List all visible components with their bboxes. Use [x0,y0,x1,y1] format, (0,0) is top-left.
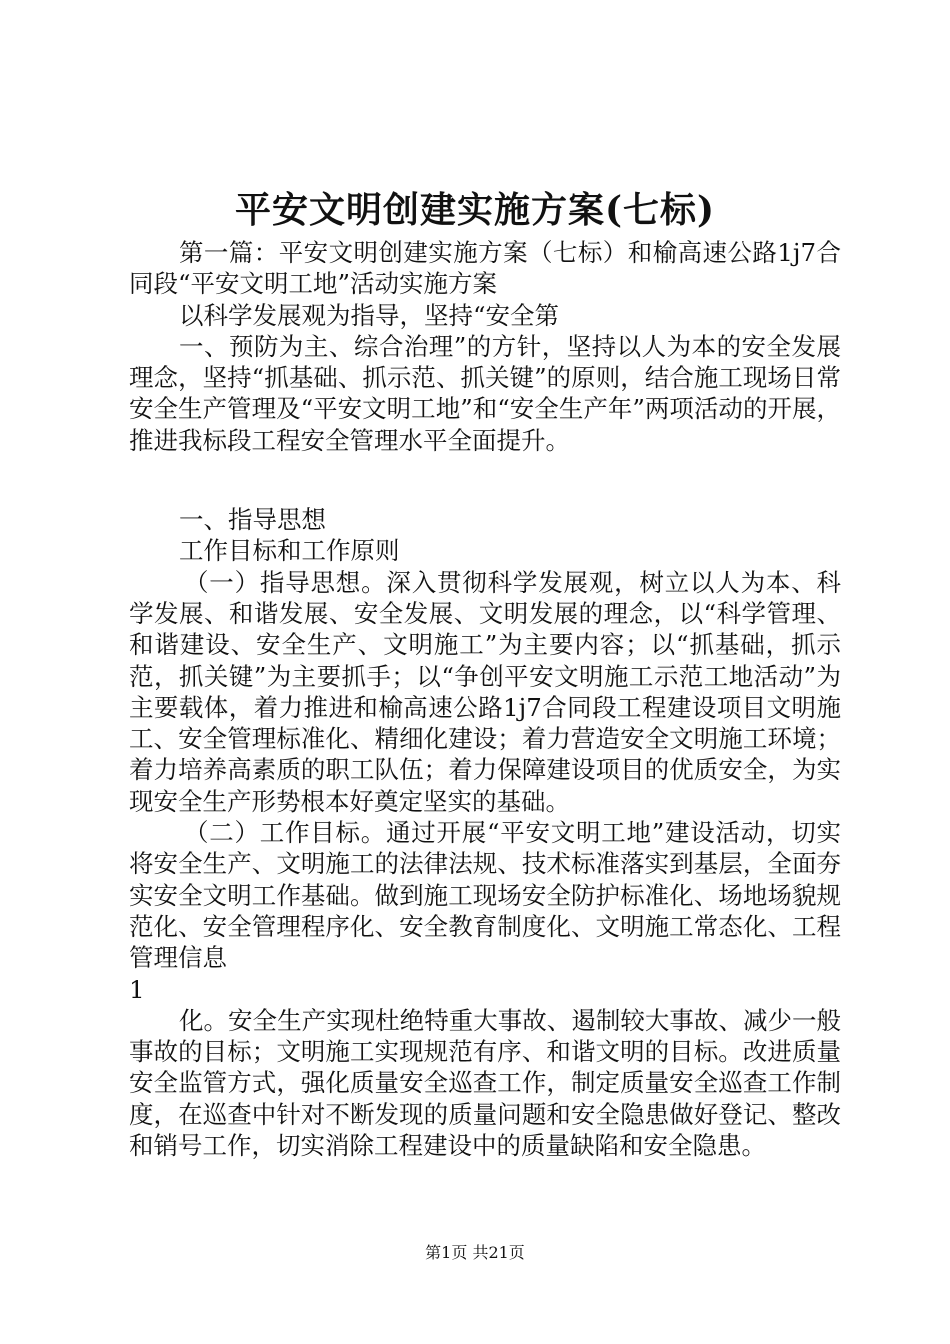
document-body [129,237,841,1161]
paragraph-guiding-thought: （一）指导思想。深入贯彻科学发展观，树立以人为本、科学发展、和谐发展、安全发展、文明发展的理念，以“科学管理、和谐建设、安全生产、文明施工”为主要内容；以“抓基础，抓示范，抓关键”为主要抓手；以“争创平安文明施工示范工地活动”为主要载体，着力推进和榆高速公路1j7合同段工程建设项目文明施工、安全管理标准化、精细化建设；着力营造安全文明施工环境；着力培养高素质的职工队伍；着力保障建设项目的优质安全，为实现安全生产形势根本好奠定坚实的基础。 [129,567,841,816]
section-heading-guiding-thought: 一、指导思想 [179,505,326,535]
inline-page-number: 1 [129,974,145,1004]
paragraph-guiding-view: 以科学发展观为指导，坚持“安全第 [179,300,560,330]
document-title: 平安文明创建实施方案(七标) [234,189,716,231]
section-heading-goals-principles: 工作目标和工作原则 [179,536,400,566]
paragraph-work-goals-continued: 化。安全生产实现杜绝特重大事故、遏制较大事故、减少一般事故的目标；文明施工实现规范有序、和谐文明的目标。改进质量安全监管方式，强化质量安全巡查工作，制定质量安全巡查工作制度，在巡查中针对不断发现的质量问题和安全隐患做好登记、整改和销号工作，切实消除工程建设中的质量缺陷和安全隐患。 [129,1005,841,1161]
paragraph-policy: 一、预防为主、综合治理”的方针，坚持以人为本的安全发展理念，坚持“抓基础、抓示范、抓关键”的原则，结合施工现场日常安全生产管理及“平安文明工地”和“安全生产年”两项活动的开展，推进我标段工程安全管理水平全面提升。 [129,331,841,455]
paragraph-first-chapter-heading: 第一篇：平安文明创建实施方案（七标）和榆高速公路1j7合同段“平安文明工地”活动实施方案 [129,238,841,299]
page-footer: 第1页 共21页 [425,1243,525,1262]
paragraph-gap [129,456,841,504]
paragraph-work-goals: （二）工作目标。通过开展“平安文明工地”建设活动，切实将安全生产、文明施工的法律法规、技术标准落实到基层，全面夯实安全文明工作基础。做到施工现场安全防护标准化、场地场貌规范化、安全管理程序化、安全教育制度化、文明施工常态化、工程管理信息 [129,818,841,973]
